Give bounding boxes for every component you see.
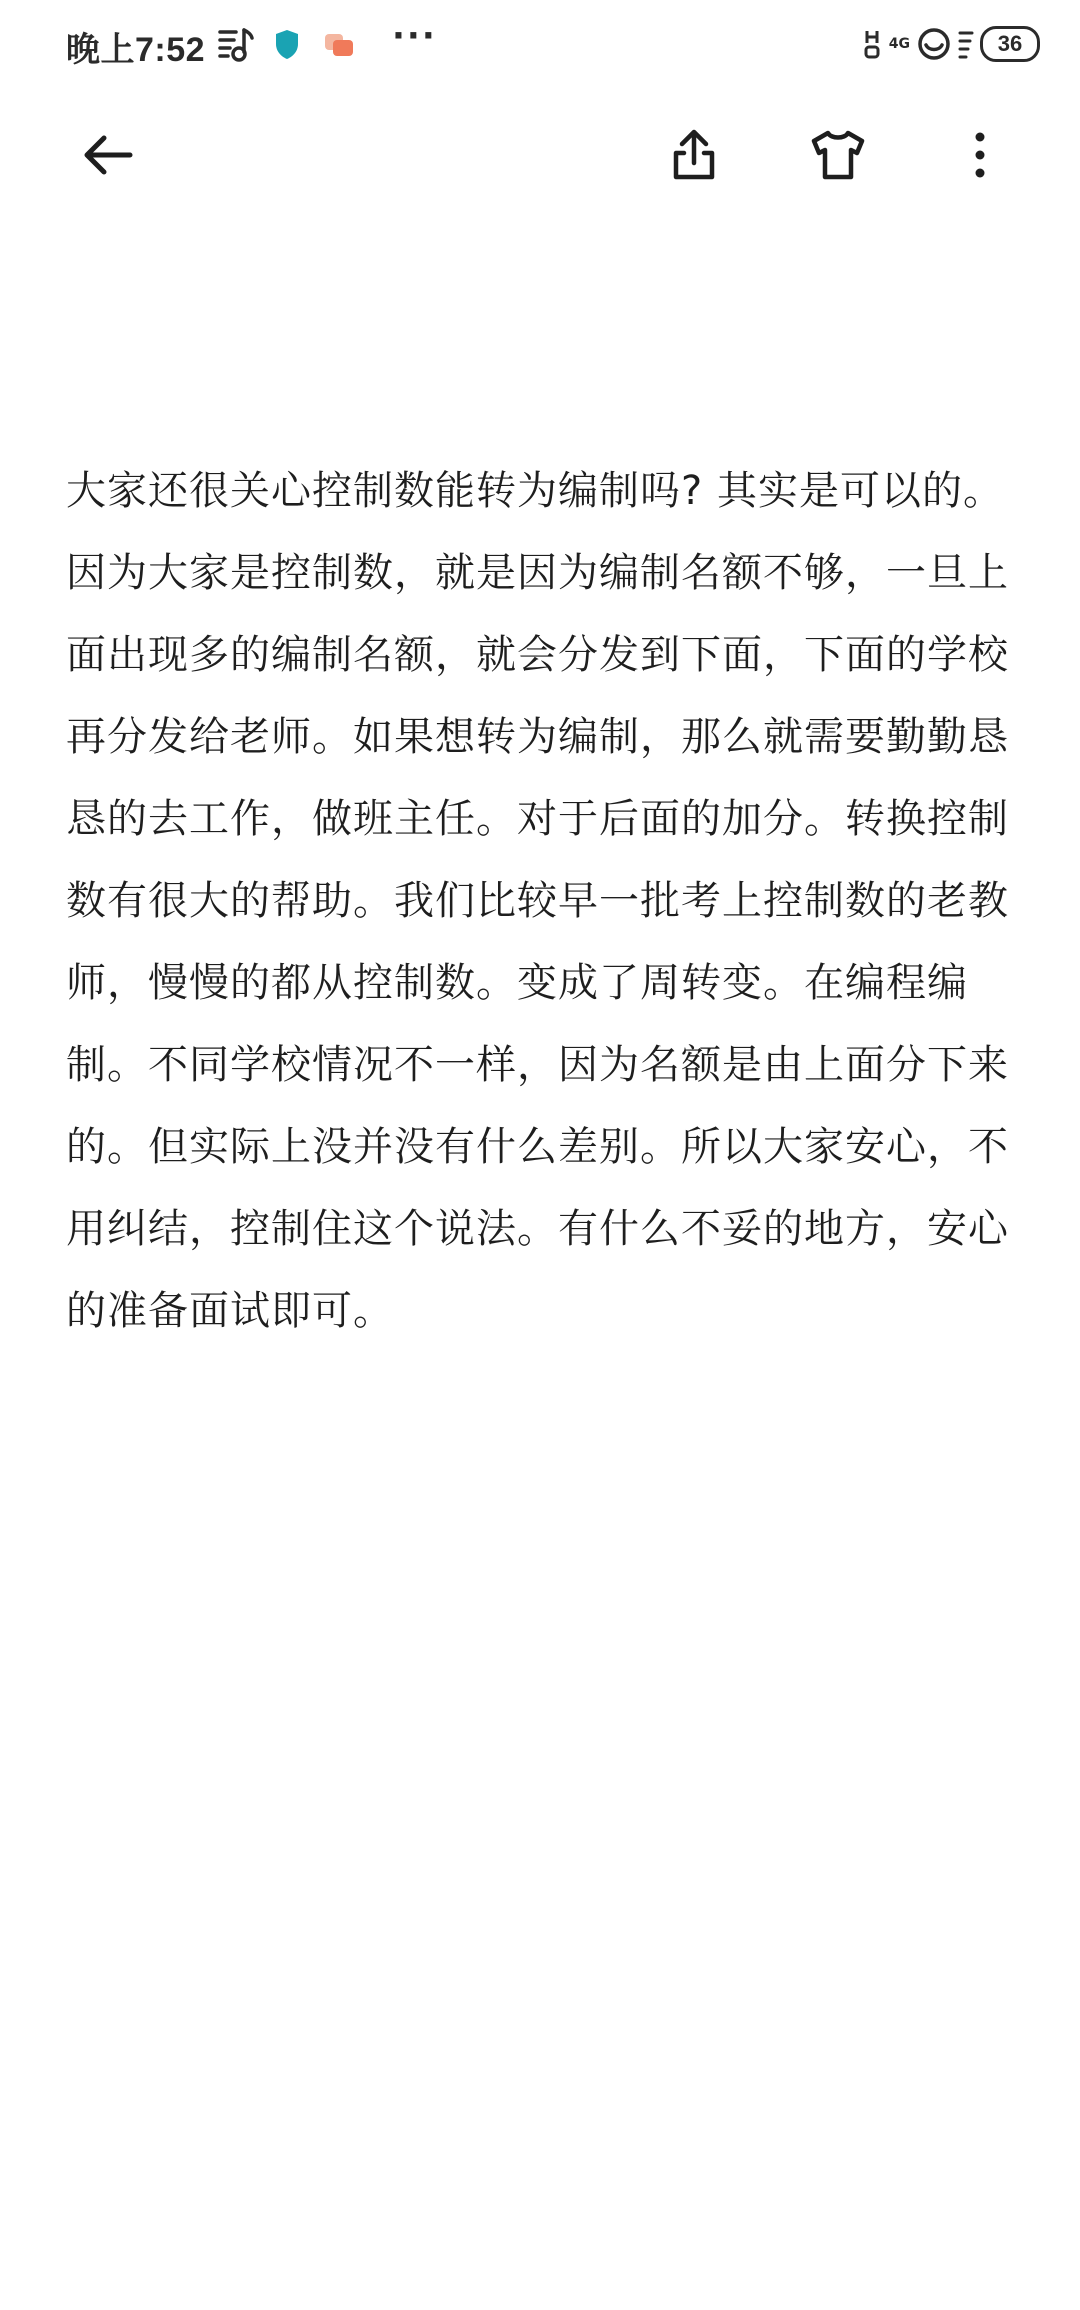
signal-icon [958, 27, 974, 61]
wifi-smile-icon [916, 26, 952, 62]
share-button[interactable] [654, 115, 734, 195]
status-right-cluster [863, 22, 1040, 66]
music-note-icon [216, 24, 256, 64]
more-options-button[interactable] [940, 115, 1020, 195]
chat-bubble-icon [322, 24, 356, 64]
theme-button[interactable] [798, 115, 878, 195]
tshirt-icon [806, 123, 870, 187]
status-bar [0, 0, 1080, 90]
article-body: 大家还很关心控制数能转为编制吗? 其实是可以的。因为大家是控制数，就是因为编制名额不够，一旦上面出现多的编制名额，就会分发到下面，下面的学校再分发给老师。如果想转为编制，那么就需要勤勤恳恳的去工作，做班主任。对于后面的加分。转换控制数有很大的帮助。我们比较早一批考上控制数的老教师，慢慢的都从控制数。变成了周转变。在编程编制。不同学校情况不一样，因为名额是由上面分下来的。但实际上没并没有什么差别。所以大家安心，不用纠结，控制住这个说法。有什么不妥的地方，安心的准备面试即可。 [66, 468, 1009, 1334]
network-label: 4G [888, 36, 910, 52]
back-button[interactable] [68, 115, 148, 195]
more-notifications-icon: ··· [392, 16, 437, 56]
more-vertical-icon [970, 123, 990, 187]
hd-icon [863, 27, 883, 61]
shield-icon [272, 24, 302, 64]
app-toolbar [0, 100, 1080, 210]
arrow-left-icon [76, 123, 140, 187]
status-time: 晚上7:52 [66, 31, 206, 69]
battery-indicator: 36 [980, 26, 1040, 62]
share-icon [664, 123, 724, 187]
